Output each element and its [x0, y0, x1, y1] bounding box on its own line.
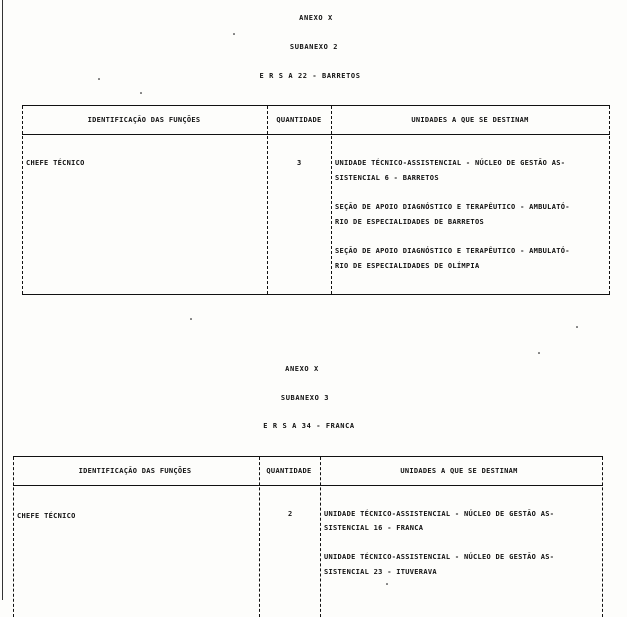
destination-line: RIO DE ESPECIALIDADES DE BARRETOS — [335, 218, 484, 226]
function-quantity: 2 — [288, 510, 293, 518]
destination-line: SISTENCIAL 23 - ITUVERAVA — [324, 568, 437, 576]
ersa-title: E R S A 34 - FRANCA — [263, 422, 355, 430]
destination-line: UNIDADE TÉCNICO-ASSISTENCIAL - NÚCLEO DE GESTÃO AS- — [324, 553, 555, 561]
header-unidades: UNIDADES A QUE SE DESTINAM — [411, 116, 529, 124]
scan-speck — [190, 318, 192, 320]
page-edge-line — [2, 0, 3, 600]
destination-line: UNIDADE TÉCNICO-ASSISTENCIAL - NÚCLEO DE GESTÃO AS- — [335, 159, 566, 167]
scan-speck — [233, 33, 235, 35]
destination-line: RIO DE ESPECIALIDADES DE OLÍMPIA — [335, 262, 480, 270]
header-quantidade: QUANTIDADE — [276, 116, 322, 124]
ersa-title: E R S A 22 - BARRETOS — [259, 72, 361, 80]
header-unidades: UNIDADES A QUE SE DESTINAM — [400, 467, 518, 475]
scan-speck — [576, 326, 578, 328]
destination-line: SISTENCIAL 16 - FRANCA — [324, 524, 424, 532]
header-quantidade: QUANTIDADE — [266, 467, 312, 475]
functions-table-1 — [22, 105, 610, 295]
annex-title: ANEXO X — [299, 14, 333, 22]
scan-speck — [538, 352, 540, 354]
functions-table-2 — [13, 456, 603, 617]
function-quantity: 3 — [297, 159, 302, 167]
destination-line: SEÇÃO DE APOIO DIAGNÓSTICO E TERAPÊUTICO - AMBULATÓ- — [335, 203, 570, 211]
header-funcoes: IDENTIFICAÇÃO DAS FUNÇÕES — [87, 116, 201, 124]
header-funcoes: IDENTIFICAÇÃO DAS FUNÇÕES — [78, 467, 192, 475]
destination-line: UNIDADE TÉCNICO-ASSISTENCIAL - NÚCLEO DE GESTÃO AS- — [324, 510, 555, 518]
scan-speck — [98, 78, 100, 80]
subannex-title: SUBANEXO 2 — [289, 43, 339, 51]
scan-speck — [386, 583, 388, 585]
function-name: CHEFE TÉCNICO — [26, 159, 85, 167]
subannex-title: SUBANEXO 3 — [280, 394, 330, 402]
destination-line: SISTENCIAL 6 - BARRETOS — [335, 174, 439, 182]
destination-line: SEÇÃO DE APOIO DIAGNÓSTICO E TERAPÊUTICO - AMBULATÓ- — [335, 247, 570, 255]
function-name: CHEFE TÉCNICO — [17, 512, 76, 520]
annex-title: ANEXO X — [285, 365, 319, 373]
scan-speck — [140, 92, 142, 94]
